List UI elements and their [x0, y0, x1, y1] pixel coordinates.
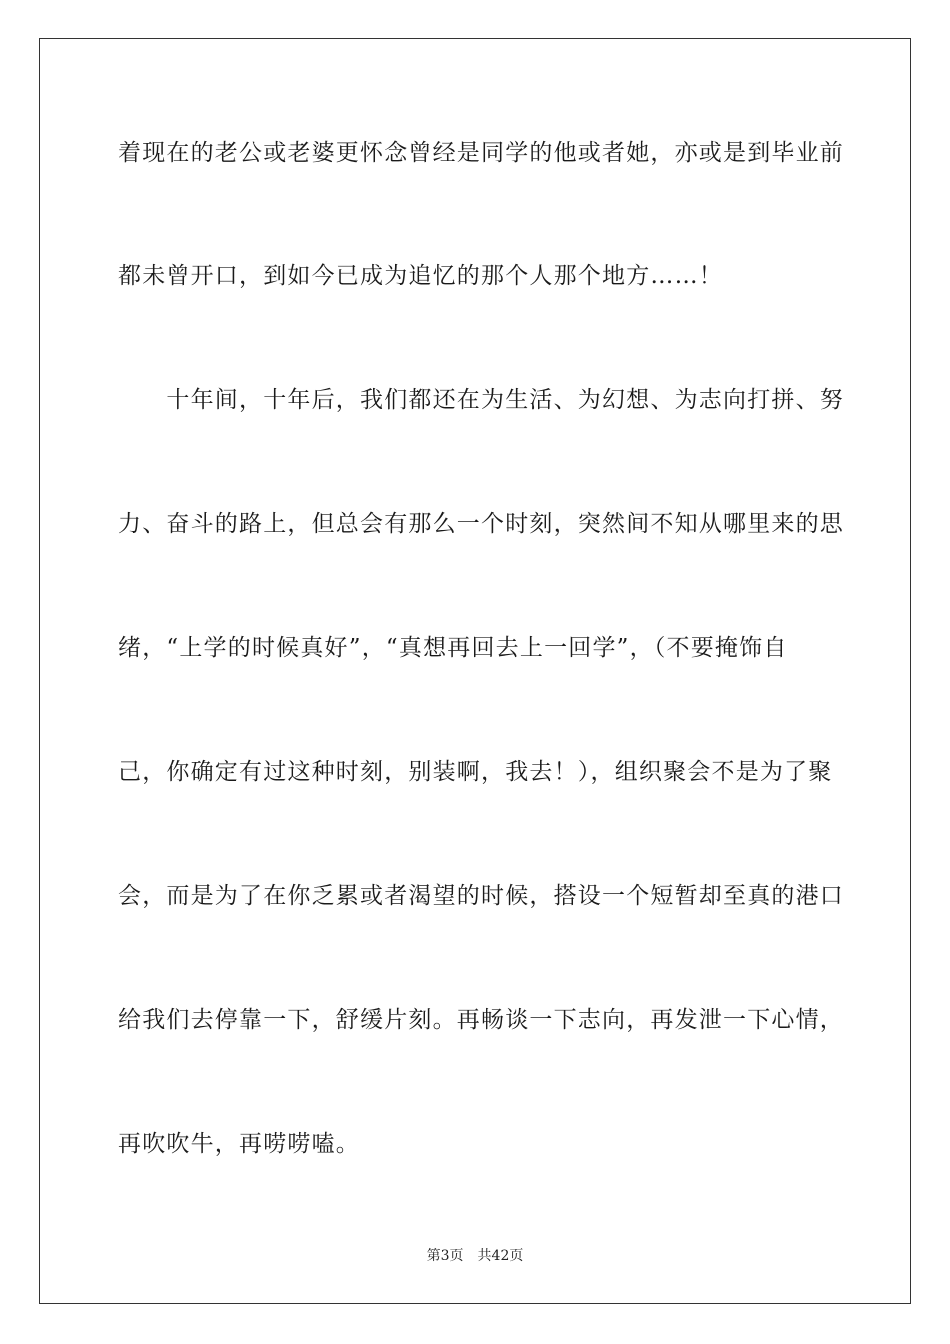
page-border — [39, 38, 911, 1304]
paragraph-line: 都未曾开口，到如今已成为追忆的那个人那个地方……！ — [118, 263, 723, 289]
paragraph-line: 绪，“上学的时候真好”，“真想再回去上一回学”，（不要掩饰自 — [118, 635, 788, 661]
paragraph-line: 力、奋斗的路上，但总会有那么一个时刻，突然间不知从哪里来的思 — [118, 511, 844, 537]
paragraph-line: 会，而是为了在你乏累或者渴望的时候，搭设一个短暂却至真的港口 — [118, 883, 844, 909]
page-total: 共42页 — [477, 1248, 524, 1264]
paragraph-line: 着现在的老公或老婆更怀念曾经是同学的他或者她，亦或是到毕业前 — [118, 140, 844, 166]
page-number: 第3页 — [426, 1248, 464, 1264]
page-footer — [0, 1247, 950, 1265]
paragraph-line: 再吹吹牛，再唠唠嗑。 — [118, 1131, 360, 1157]
paragraph-line: 十年间，十年后，我们都还在为生活、为幻想、为志向打拼、努 — [118, 387, 844, 413]
paragraph-line: 给我们去停靠一下，舒缓片刻。再畅谈一下志向，再发泄一下心情， — [118, 1007, 844, 1033]
paragraph-line: 己，你确定有过这种时刻，别装啊，我去！），组织聚会不是为了聚 — [118, 759, 833, 785]
